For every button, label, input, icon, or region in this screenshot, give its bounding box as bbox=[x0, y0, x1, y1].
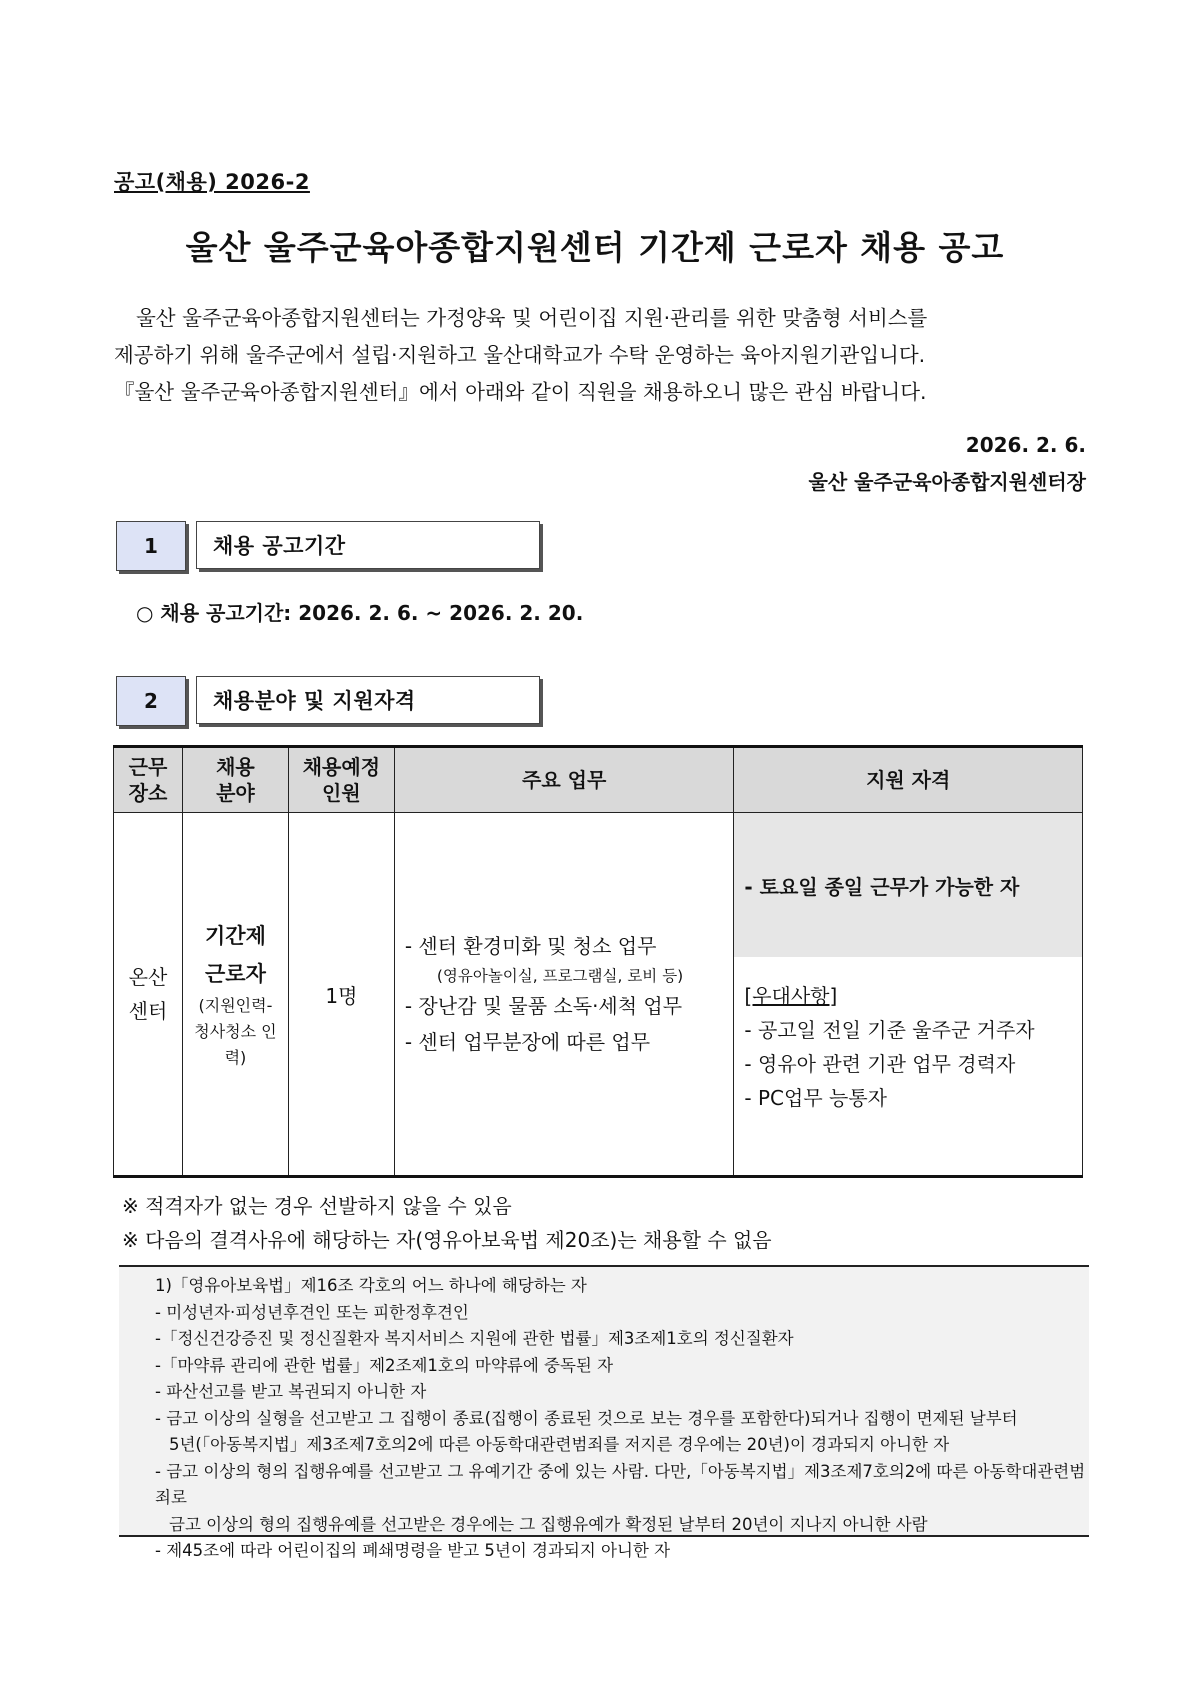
preference-item: - 공고일 전일 기준 울주군 거주자 bbox=[744, 1018, 1035, 1042]
section-1-number: 1 bbox=[116, 521, 186, 571]
table-header-row bbox=[114, 747, 1083, 813]
list-item-continued: 5년(「아동복지법」제3조제7호의2에 따른 아동학대관련범죄를 저지른 경우에는 20년)이 경과되지 아니한 자 bbox=[169, 1435, 950, 1454]
header-duties: 주요 업무 bbox=[394, 747, 734, 813]
preferences bbox=[734, 957, 1082, 1135]
list-item: - 금고 이상의 실형을 선고받고 그 집행이 종료(집행이 종료된 것으로 보는 경우를 포함한다)되거나 집행이 면제된 날부터 bbox=[155, 1408, 1018, 1428]
cell-duties bbox=[394, 813, 734, 1177]
announcement-date: 2026. 2. 6. bbox=[965, 433, 1086, 457]
duty-item: - 센터 환경미화 및 청소 업무 bbox=[404, 934, 657, 958]
cell-field: 기간제 근로자 (지원인력- 청사청소 인력) bbox=[182, 813, 288, 1177]
disqualification-intro: 1)「영유아보육법」제16조 각호의 어느 하나에 해당하는 자 bbox=[155, 1276, 587, 1295]
duty-item: - 장난감 및 물품 소독·세척 업무 bbox=[404, 994, 683, 1018]
section-1-title: 채용 공고기간 bbox=[196, 521, 540, 569]
preference-item: - PC업무 능통자 bbox=[744, 1086, 887, 1110]
intro-line-1: 울산 울주군육아종합지원센터는 가정양육 및 어린이집 지원·관리를 위한 맞춤형 서비스를 bbox=[136, 306, 928, 330]
list-item: - 미성년자·피성년후견인 또는 피한정후견인 bbox=[155, 1302, 469, 1322]
cell-qualifications bbox=[734, 813, 1083, 1177]
intro-paragraph bbox=[114, 300, 1086, 411]
header-field: 채용 분야 bbox=[182, 747, 288, 813]
list-item: - 파산선고를 받고 복권되지 아니한 자 bbox=[155, 1382, 427, 1401]
announcement-number: 공고(채용) 2026-2 bbox=[114, 170, 310, 194]
cell-headcount: 1명 bbox=[288, 813, 394, 1177]
recruitment-table bbox=[113, 745, 1083, 1178]
note-no-qualified: ※ 적격자가 없는 경우 선발하지 않을 수 있음 bbox=[122, 1194, 512, 1218]
preference-item: - 영유아 관련 기관 업무 경력자 bbox=[744, 1052, 1016, 1076]
header-location: 근무 장소 bbox=[114, 747, 183, 813]
cell-location: 온산 센터 bbox=[114, 813, 183, 1177]
list-item-continued: 금고 이상의 형의 집행유예를 선고받은 경우에는 그 집행유예가 확정된 날부터 20년이 지나지 아니한 사람 bbox=[169, 1514, 928, 1534]
recruitment-period: ○ 채용 공고기간: 2026. 2. 6. ~ 2026. 2. 20. bbox=[136, 601, 584, 625]
table-row bbox=[114, 813, 1083, 1177]
preference-title: [우대사항] bbox=[744, 984, 838, 1008]
section-2-title: 채용분야 및 지원자격 bbox=[196, 676, 540, 724]
list-item: - 제45조에 따라 어린이집의 폐쇄명령을 받고 5년이 경과되지 아니한 자 bbox=[155, 1541, 671, 1560]
note-disqualification: ※ 다음의 결격사유에 해당하는 자(영유아보육법 제20조)는 채용할 수 없음 bbox=[122, 1228, 772, 1252]
list-item: - 금고 이상의 형의 집행유예를 선고받고 그 유예기간 중에 있는 사람. 다만,「아동복지법」제3조제7호의2에 따른 아동학대관련범죄로 bbox=[155, 1461, 1086, 1507]
disqualification-box bbox=[119, 1265, 1089, 1560]
list-item: -「마약류 관리에 관한 법률」제2조제1호의 마약류에 중독된 자 bbox=[155, 1355, 614, 1375]
duty-item: - 센터 업무분장에 따른 업무 bbox=[404, 1030, 651, 1054]
duty-sub-item: (영유아놀이실, 프로그램실, 로비 등) bbox=[436, 967, 684, 985]
header-headcount: 채용예정 인원 bbox=[288, 747, 394, 813]
intro-line-3: 『울산 울주군육아종합지원센터』에서 아래와 같이 직원을 채용하오니 많은 관심 바랍니다. bbox=[114, 380, 927, 404]
section-2-number: 2 bbox=[116, 676, 186, 726]
list-item: -「정신건강증진 및 정신질환자 복지서비스 지원에 관한 법률」제3조제1호의 정신질환자 bbox=[155, 1329, 794, 1348]
requirement: - 토요일 종일 근무가 가능한 자 bbox=[734, 813, 1082, 957]
page-title: 울산 울주군육아종합지원센터 기간제 근로자 채용 공고 bbox=[185, 228, 1005, 267]
signer: 울산 울주군육아종합지원센터장 bbox=[808, 470, 1086, 494]
intro-line-2: 제공하기 위해 울주군에서 설립·지원하고 울산대학교가 수탁 운영하는 육아지원기관입니다. bbox=[114, 343, 926, 367]
header-qualifications: 지원 자격 bbox=[734, 747, 1083, 813]
